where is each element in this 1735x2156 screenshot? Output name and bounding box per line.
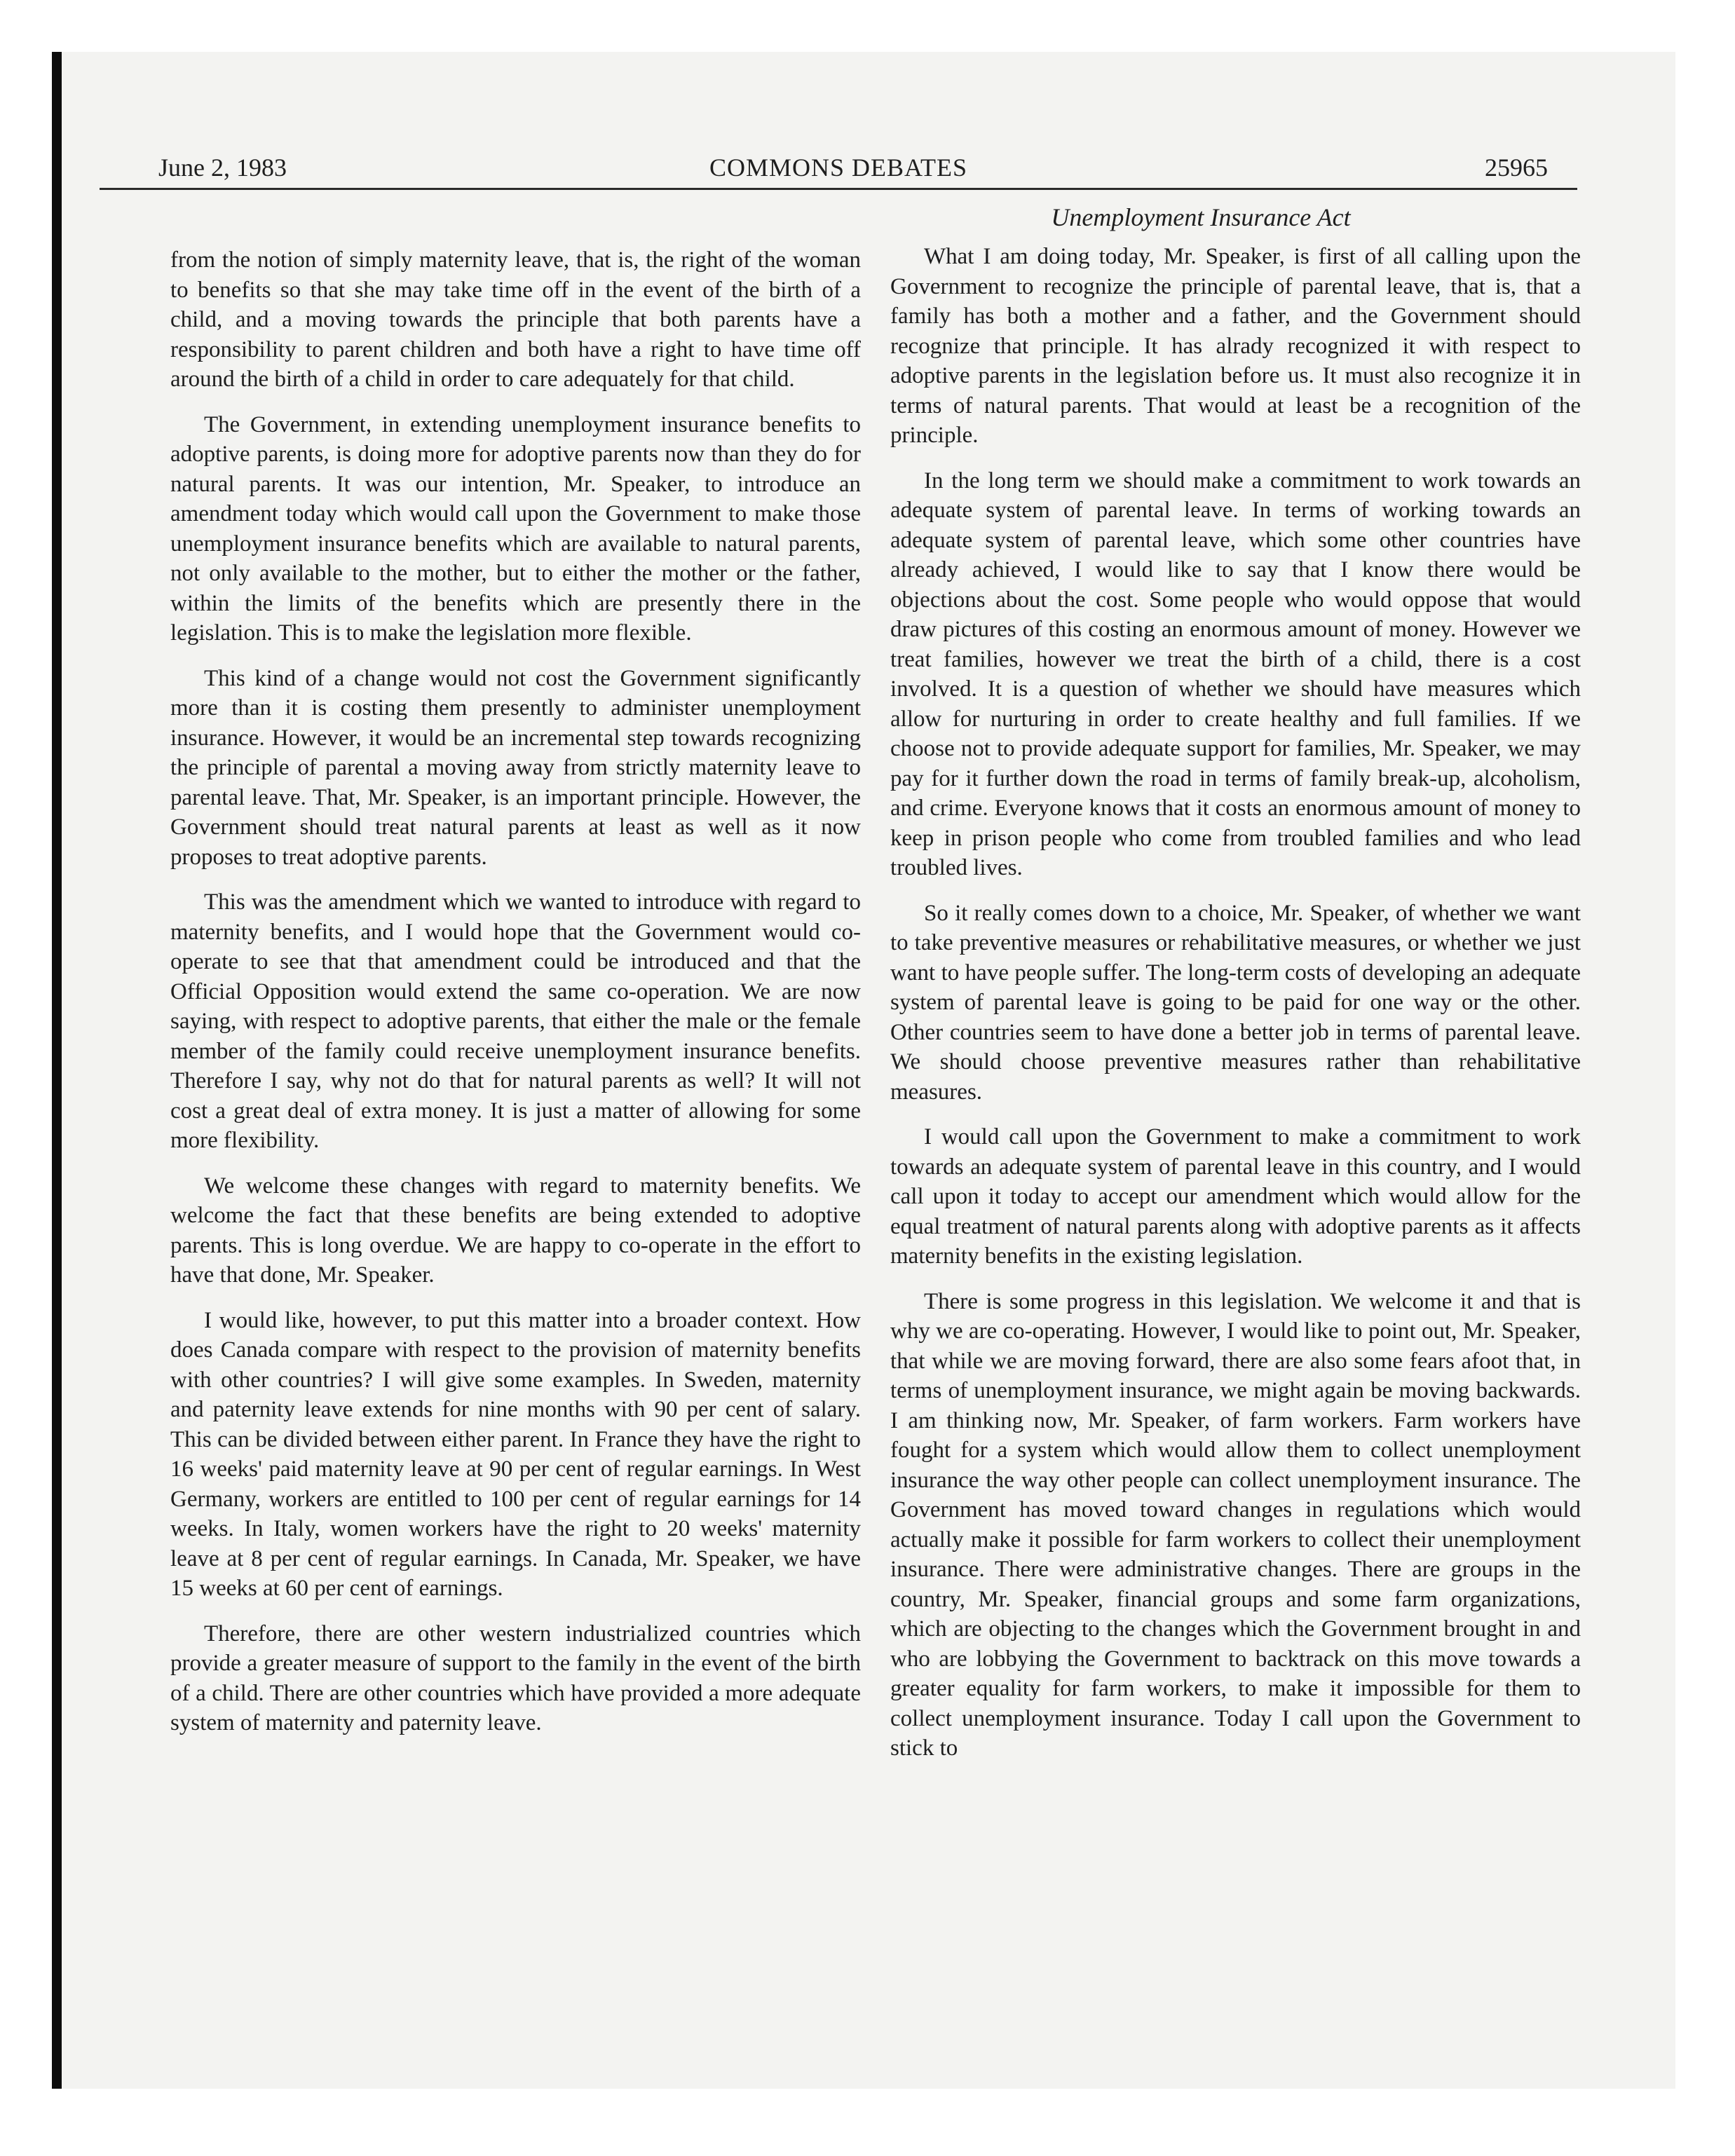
paragraph: Therefore, there are other western industrialized countries which provide a greater measure of support to the family in the event of the birth of a child. There are other countries which have provided a more adequate system of maternity and paternity leave. (170, 1621, 861, 1735)
paragraph: from the notion of simply maternity leave, that is, the right of the woman to benefits so that she may take time off in the event of the birth of a child, and a moving towards the principle that both parents have a responsibility to parent children and both have a right to have time off around the birth of a child in order to care adequately for that child. (170, 247, 861, 392)
section-title: Unemployment Insurance Act (1051, 203, 1351, 231)
header-date: June 2, 1983 (158, 153, 287, 182)
paragraph: This kind of a change would not cost the Government significantly more than it is costing them presently to administer unemployment insurance. However, it would be an incremental step towards recognizing the principle of parental a moving away from strictly maternity leave to parental leave. That, Mr. Speaker, is an important principle. However, the Government should treat natural parents at least as well as it now proposes to treat adoptive parents. (170, 665, 861, 870)
paragraph: What I am doing today, Mr. Speaker, is first of all calling upon the Government to recognize the principle of parental leave, that is, that a family has both a mother and a father, and the Government should recognize that principle. It has alrady recognized it with respect to adoptive parents in the legislation before us. It must also recognize it in terms of natural parents. That would at least be a recognition of the principle. (890, 244, 1581, 448)
paragraph: In the long term we should make a commitment to work towards an adequate system of parental leave. In terms of working towards an adequate system of parental leave, which some other countries have already achieved, I would like to say that I know there would be objections about the cost. Some people who would oppose that would draw pictures of this costing an enormous amount of money. However we treat families, however we treat the birth of a child, there is a cost involved. It is a question of whether we should have measures which allow for nurturing in order to create healthy and full families. If we choose not to provide adequate support for families, Mr. Speaker, we may pay for it further down the road in terms of family break-up, alcoholism, and crime. Everyone knows that it costs an enormous amount of money to keep in prison people who come from troubled families and who lead troubled lives. (890, 468, 1581, 880)
paragraph: The Government, in extending unemployment insurance benefits to adoptive parents, is doing more for adoptive parents now than they do for natural parents. It was our intention, Mr. Speaker, to introduce an amendment today which would call upon the Government to make those unemployment insurance benefits which are available to natural parents, not only available to the mother, but to either the mother or the father, within the limits of the benefits which are presently there in the legislation. This is to make the legislation more flexible. (170, 411, 861, 646)
paragraph: There is some progress in this legislation. We welcome it and that is why we are co-operating. However, I would like to point out, Mr. Speaker, that while we are moving forward, there are also some fears afoot that, in terms of unemployment insurance, we might again be moving backwards. I am thinking now, Mr. Speaker, of farm workers. Farm workers have fought for a system which would allow them to collect unemployment insurance the way other people can collect unemployment insurance. The Government has moved toward changes in regulations which would actually make it possible for farm workers to collect their unemployment insurance. There were administrative changes. There are groups in the country, Mr. Speaker, financial groups and some farm organizations, which are objecting to the changes which the Government brought in and who are lobbying the Government to backtrack on this move towards a greater equality for farm workers, to make it impossible for them to collect unemployment insurance. Today I call upon the Government to stick to (890, 1288, 1581, 1761)
paragraph: This was the amendment which we wanted to introduce with regard to maternity benefits, and I would hope that the Government would co-operate to see that that amendment could be introduced and that the Official Opposition would extend the same co-operation. We are now saying, with respect to adoptive parents, that either the male or the female member of the family could receive unemployment insurance benefits. Therefore I say, why not do that for natural parents as well? It will not cost a great deal of extra money. It is just a matter of allowing for some more flexibility. (170, 889, 861, 1153)
paragraph: I would call upon the Government to make a commitment to work towards an adequate system of parental leave in this country, and I would call upon it today to accept our amendment which would allow for the equal treatment of natural parents along with adoptive parents as it affects maternity benefits in the existing legislation. (890, 1124, 1581, 1269)
header-title: COMMONS DEBATES (709, 153, 968, 182)
paragraph: So it really comes down to a choice, Mr. Speaker, of whether we want to take preventive measures or rehabilitative measures, or whether we just want to have people suffer. The long-term costs of developing an adequate system of parental leave is going to be paid for one way or the other. Other countries seem to have done a better job in terms of parental leave. We should choose preventive measures rather than rehabilitative measures. (890, 900, 1581, 1105)
right-column (890, 242, 1581, 1779)
header-page-number: 25965 (1485, 153, 1548, 182)
paragraph: I would like, however, to put this matter into a broader context. How does Canada compare with respect to the provision of maternity benefits with other countries? I will give some examples. In Sweden, maternity and paternity leave extends for nine months with 90 per cent of salary. This can be divided between either parent. In France they have the right to 16 weeks' paid maternity leave at 90 per cent of regular earnings. In West Germany, workers are entitled to 100 per cent of regular earnings for 14 weeks. In Italy, women workers have the right to 20 weeks' maternity leave at 8 per cent of regular earnings. In Canada, Mr. Speaker, we have 15 weeks at 60 per cent of earnings. (170, 1307, 861, 1601)
left-column (170, 245, 861, 1754)
scan-edge (52, 52, 62, 2089)
page-header (100, 150, 1577, 190)
paragraph: We welcome these changes with regard to maternity benefits. We welcome the fact that these benefits are being extended to adoptive parents. This is long overdue. We are happy to co-operate in the effort to have that done, Mr. Speaker. (170, 1173, 861, 1288)
